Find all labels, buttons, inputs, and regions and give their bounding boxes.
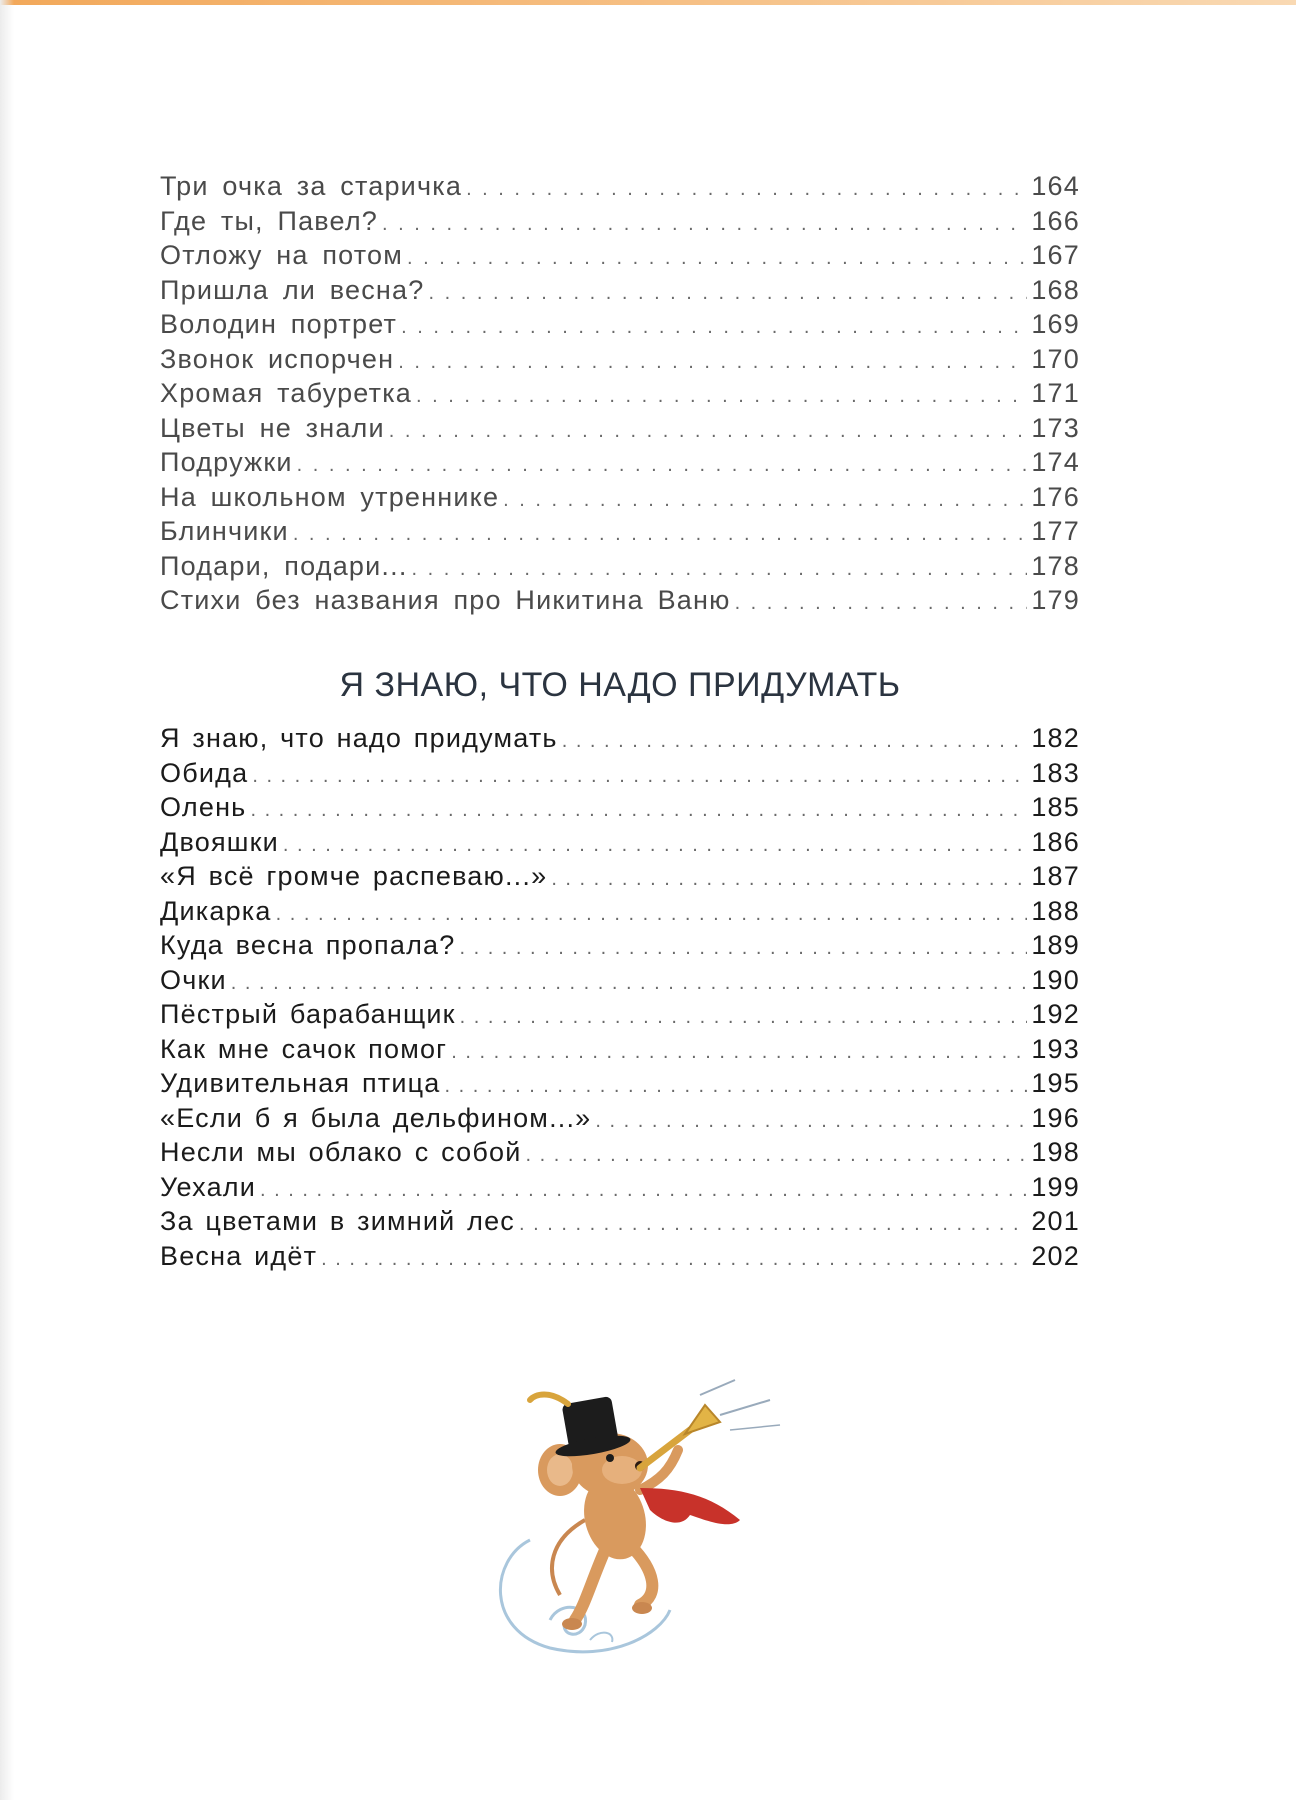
toc-entry-page: 185 <box>1031 792 1080 822</box>
toc-entry <box>160 344 1080 379</box>
toc-entry-page: 199 <box>1031 1171 1080 1202</box>
dot-leader <box>407 247 1027 270</box>
toc-entry <box>160 758 1080 793</box>
toc-entry-title: Звонок испорчен <box>160 343 395 374</box>
dot-leader <box>551 868 1027 891</box>
toc-entry-title: Где ты, Павел? <box>160 205 379 236</box>
toc-entry-title: Пришла ли весна? <box>160 274 425 305</box>
dot-leader <box>293 523 1028 546</box>
toc-entry <box>160 861 1080 896</box>
dot-leader <box>252 765 1027 788</box>
toc-entry <box>160 413 1080 448</box>
page-gutter-shadow <box>0 0 14 1800</box>
dot-leader <box>459 937 1027 960</box>
toc-entry-page: 182 <box>1031 723 1080 753</box>
toc-entry-title: «Если б я была дельфином...» <box>160 1102 592 1133</box>
toc-entry-title: Удивительная птица <box>160 1068 441 1098</box>
toc-entry-title: Цветы не знали <box>160 412 385 443</box>
dot-leader <box>525 1144 1027 1167</box>
dot-leader <box>321 1248 1027 1271</box>
toc-entry <box>160 1137 1080 1172</box>
toc-entry-title: Куда весна пропала? <box>160 930 456 960</box>
toc-entry-page: 192 <box>1031 999 1080 1029</box>
dot-leader <box>562 730 1028 753</box>
toc-entry <box>160 309 1080 344</box>
toc-entry <box>160 447 1080 482</box>
dot-leader <box>398 351 1027 374</box>
toc-entry-title: «Я всё громче распеваю...» <box>160 861 548 891</box>
dot-leader <box>735 592 1028 615</box>
toc-entry <box>160 723 1080 758</box>
toc-entry-title: На школьном утреннике <box>160 481 500 512</box>
toc-entry <box>160 1034 1080 1069</box>
toc-entry-page: 186 <box>1031 826 1080 857</box>
toc-entry-title: Обида <box>160 757 249 788</box>
dot-leader <box>382 213 1027 236</box>
dot-leader <box>466 178 1027 201</box>
toc-entry <box>160 930 1080 965</box>
toc-entry-page: 168 <box>1031 274 1080 305</box>
toc-entry-title: Отложу на потом <box>160 240 404 270</box>
dot-leader <box>416 385 1027 408</box>
toc-entry <box>160 378 1080 413</box>
toc-entry-page: 178 <box>1031 550 1080 581</box>
mouse-trumpeter-icon <box>490 1370 840 1670</box>
toc-entry <box>160 1206 1080 1241</box>
toc-entry <box>160 792 1080 827</box>
toc-entry-title: Олень <box>160 792 247 822</box>
toc-list-part2 <box>160 723 1080 1275</box>
toc-entry-page: 193 <box>1031 1033 1080 1064</box>
toc-entry-page: 173 <box>1031 412 1080 443</box>
toc-entry-page: 189 <box>1031 930 1080 960</box>
toc-entry-page: 174 <box>1031 447 1080 477</box>
toc-entry <box>160 827 1080 862</box>
section-heading: Я ЗНАЮ, ЧТО НАДО ПРИДУМАТЬ <box>339 666 901 704</box>
toc-entry-title: Очки <box>160 964 227 995</box>
toc-entry-page: 164 <box>1031 171 1080 201</box>
toc-entry-page: 176 <box>1031 481 1080 512</box>
dot-leader <box>401 316 1027 339</box>
dot-leader <box>445 1075 1028 1098</box>
toc-entry-title: Пёстрый барабанщик <box>160 999 456 1029</box>
toc-entry-page: 177 <box>1031 516 1080 546</box>
dot-leader <box>595 1110 1027 1133</box>
toc-entry <box>160 896 1080 931</box>
toc-entry-page: 170 <box>1031 343 1080 374</box>
toc-entry-title: Я знаю, что надо придумать <box>160 723 558 753</box>
toc-entry-title: Уехали <box>160 1171 257 1202</box>
dot-leader <box>460 1006 1028 1029</box>
dot-leader <box>519 1213 1027 1236</box>
toc-entry-title: Володин портрет <box>160 309 398 339</box>
toc-entry <box>160 516 1080 551</box>
toc-entry-title: Хромая табуретка <box>160 378 413 408</box>
dot-leader <box>283 834 1027 857</box>
toc-entry-page: 190 <box>1031 964 1080 995</box>
toc-entry <box>160 171 1080 206</box>
toc-list-part1 <box>160 171 1080 620</box>
dot-leader <box>231 972 1028 995</box>
toc-entry <box>160 1068 1080 1103</box>
dot-leader <box>250 799 1027 822</box>
toc-entry-title: Стихи без названия про Никитина Ваню <box>160 585 731 615</box>
toc-entry-page: 202 <box>1031 1240 1080 1271</box>
toc-entry <box>160 585 1080 620</box>
toc-entry-page: 188 <box>1031 895 1080 926</box>
toc-entry <box>160 206 1080 241</box>
toc-entry-page: 179 <box>1031 585 1080 615</box>
toc-entry-title: Дикарка <box>160 895 272 926</box>
toc-entry <box>160 275 1080 310</box>
dot-leader <box>503 489 1027 512</box>
toc-entry-title: За цветами в зимний лес <box>160 1206 515 1236</box>
toc-entry-page: 195 <box>1031 1068 1080 1098</box>
dot-leader <box>276 903 1028 926</box>
page-top-edge <box>0 0 1296 5</box>
dot-leader <box>412 558 1028 581</box>
toc-entry <box>160 482 1080 517</box>
toc-entry-page: 196 <box>1031 1102 1080 1133</box>
toc-entry <box>160 1241 1080 1276</box>
toc-entry-page: 167 <box>1031 240 1080 270</box>
toc-entry <box>160 551 1080 586</box>
toc-entry <box>160 1103 1080 1138</box>
dot-leader <box>389 420 1028 443</box>
toc-entry-title: Несли мы облако с собой <box>160 1137 522 1167</box>
toc-entry <box>160 1172 1080 1207</box>
toc-entry-page: 187 <box>1031 861 1080 891</box>
toc-entry <box>160 999 1080 1034</box>
toc-entry-page: 183 <box>1031 757 1080 788</box>
toc-entry-title: Подружки <box>160 447 293 477</box>
toc-entry-title: Три очка за старичка <box>160 171 463 201</box>
dot-leader <box>260 1179 1027 1202</box>
toc-entry <box>160 965 1080 1000</box>
toc-entry <box>160 240 1080 275</box>
toc-entry-title: Двояшки <box>160 826 279 857</box>
toc-entry-page: 171 <box>1031 378 1080 408</box>
toc-entry-page: 169 <box>1031 309 1080 339</box>
toc-entry-title: Как мне сачок помог <box>160 1033 448 1064</box>
toc-entry-page: 198 <box>1031 1137 1080 1167</box>
toc-entry-title: Блинчики <box>160 516 289 546</box>
toc-entry-title: Весна идёт <box>160 1240 318 1271</box>
dot-leader <box>428 282 1027 305</box>
toc-entry-page: 201 <box>1031 1206 1080 1236</box>
toc-entry-title: Подари, подари... <box>160 550 408 581</box>
dot-leader <box>451 1041 1027 1064</box>
toc-entry-page: 166 <box>1031 205 1080 236</box>
dot-leader <box>297 454 1028 477</box>
